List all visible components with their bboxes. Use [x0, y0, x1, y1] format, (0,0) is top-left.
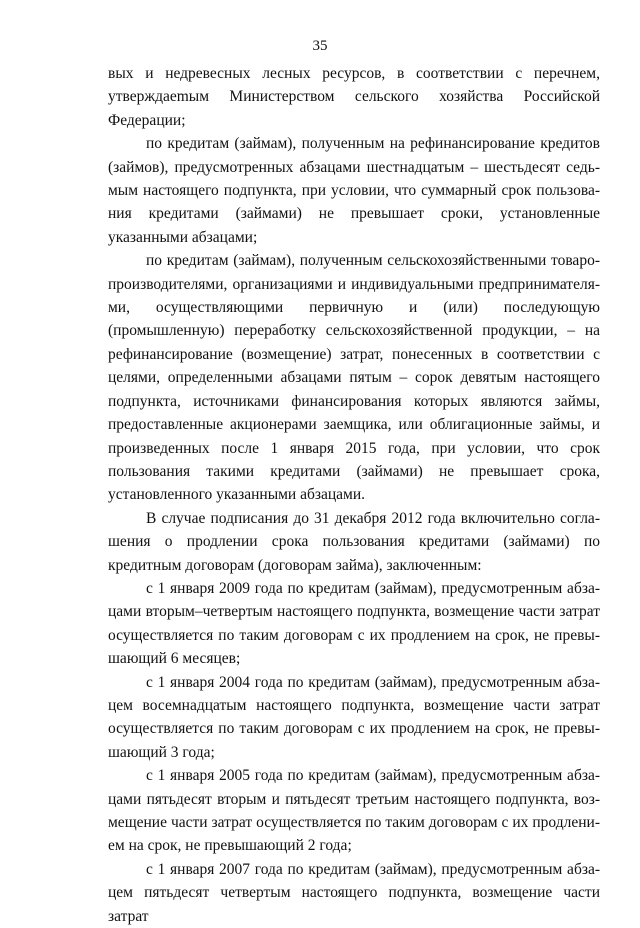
paragraph-since-2009: с 1 января 2009 года по кредитам (займам), предусмотренным абзацами вторым–четвертым настоящего подпункта, возмещение части затрат осуществляется по таким договорам с их продлением на срок, не превышающий 6 месяцев; [108, 579, 600, 668]
paragraph-since-2004: с 1 января 2004 года по кредитам (займам), предусмотренным абзацем восемнадцатым настоящего подпункта, возмещение части затрат осуществляется по таким договорам с их продлением на срок, не превышающий 3 года; [108, 673, 600, 761]
page-number: 35 [312, 38, 328, 54]
paragraph-refinancing-loans: по кредитам (займам), полученным на рефинансирование кредитов (займов), предусмотренных абзацами шестнадцатым – шестьдесят седьмым настоящего подпункта, при условии, что суммарный срок пользования кредитами (займами) не превышает сроки, установленные указанными абзацами; [108, 135, 600, 246]
paragraph-since-2007: с 1 января 2007 года по кредитам (займам), предусмотренным абзацем пятьдесят четвертым настоящего подпункта, возмещение части затрат [108, 860, 600, 925]
paragraph-continuation: вых и недревесных лесных ресурсов, в соответствии с перечнем, утверждаemым Министерством сельского хозяйства Российской Федерации; [108, 65, 600, 129]
paragraph-extension-agreement: В случае подписания до 31 декабря 2012 года включительно соглашения о продлении срока пользования кредитами (займами) по кредитным договорам (договорам займа), заключенным: [108, 509, 600, 574]
paragraph-agricultural-producers: по кредитам (займам), полученным сельскохозяйственными товаропроизводителями, организациями и индивидуальными предпринимателями, осуществляющими первичную и (или) последующую (промышленную) переработку сельскохозяйственной продукции, – на рефинансирование (возмещение) затрат, понесенных в соответствии с целями, определенными абзацами пятым – сорок девятым настоящего подпункта, источниками финансирования которых являются займы, предоставленные акционерами заемщика, или облигационные займы, и произведенных после 1 января 2015 года, при условии, что срок пользования такими кредитами (займами) не превышает срока, установленного указанными абзацами. [108, 252, 600, 504]
body-text [108, 62, 600, 928]
paragraph-since-2005: с 1 января 2005 года по кредитам (займам), предусмотренным абзацами пятьдесят вторым и пятьдесят третьим настоящего подпункта, возмещение части затрат осуществляется по таким договорам с их продлением на срок, не превышающий 2 года; [108, 767, 600, 855]
